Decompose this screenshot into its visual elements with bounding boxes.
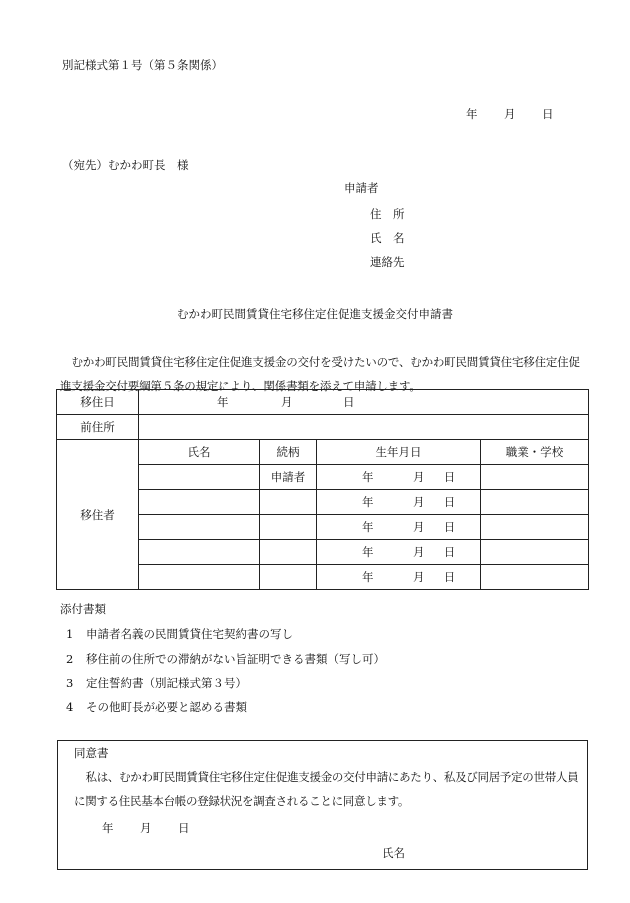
previous-address-field[interactable] [139,415,589,440]
migrant-relation-field[interactable] [260,565,317,590]
previous-address-row [57,415,589,440]
migrant-occupation-field[interactable] [481,490,589,515]
move-date-label: 移住日 [57,390,139,415]
migrants-label: 移住者 [57,440,139,590]
consent-text: 私は、むかわ町民間賃貸住宅移住定住促進支援金の交付申請にあたり、私及び同居予定の世帯人員に関する住民基本台帳の登録状況を調査されることに同意します。 [74,770,579,808]
move-date-row [57,390,589,415]
consent-date [102,820,190,836]
migrant-occupation-field[interactable] [481,565,589,590]
applicant-address-label: 住 所 [370,207,405,221]
attachment-item: 4 その他町長が必要と認める書類 [66,700,247,714]
consent-date-day: 日 [178,821,190,835]
move-date-year: 年 [217,395,229,409]
migrant-birthdate-field[interactable]: 年 月 日 [317,565,481,590]
header-name: 氏名 [139,440,260,465]
migrant-name-field[interactable] [139,540,260,565]
migrant-name-field[interactable] [139,465,260,490]
migrant-name-field[interactable] [139,490,260,515]
migrant-birthdate-field[interactable]: 年 月 日 [317,540,481,565]
applicant-name-label: 氏 名 [370,231,405,245]
migrant-birthdate-field[interactable]: 年 月 日 [317,490,481,515]
attachments-title: 添付書類 [60,602,106,616]
migrant-occupation-field[interactable] [481,515,589,540]
header-occupation: 職業・学校 [481,440,589,465]
consent-title: 同意書 [74,746,109,760]
date-day: 日 [542,107,554,121]
header-birthdate: 生年月日 [317,440,481,465]
migrant-relation-field[interactable] [260,490,317,515]
migrant-relation-field[interactable] [260,515,317,540]
attachment-item: 1 申請者名義の民間賃貸住宅契約書の写し [66,627,293,641]
attachment-item: 2 移住前の住所での滞納がない旨証明できる書類（写し可） [66,652,385,666]
consent-name-label: 氏名 [382,846,405,860]
consent-box [57,740,588,870]
migrant-occupation-field[interactable] [481,465,589,490]
migrant-name-field[interactable] [139,565,260,590]
application-date [466,106,554,122]
migrants-header-row [57,440,589,465]
applicant-contact-label: 連絡先 [370,255,405,269]
migrant-birthdate-field[interactable]: 年 月 日 [317,515,481,540]
application-statement: むかわ町民間賃貸住宅移住定住促進支援金の交付を受けたいので、むかわ町民間賃貸住宅移住定住促進支援金交付要綱第５条の規定により、関係書類を添えて申請します。 [60,355,580,393]
document-title: むかわ町民間賃貸住宅移住定住促進支援金交付申請書 [177,307,453,321]
migrant-relation-field[interactable]: 申請者 [260,465,317,490]
migrant-name-field[interactable] [139,515,260,540]
migration-table [56,389,589,590]
form-number: 別記様式第１号（第５条関係） [62,58,223,72]
move-date-field[interactable] [139,390,589,415]
move-date-day: 日 [343,395,355,409]
migrant-occupation-field[interactable] [481,540,589,565]
header-relation: 続柄 [260,440,317,465]
migrant-birthdate-field[interactable]: 年 月 日 [317,465,481,490]
previous-address-label: 前住所 [57,415,139,440]
consent-date-month: 月 [140,821,152,835]
attachment-item: 3 定住誓約書（別記様式第３号） [66,676,247,690]
date-year: 年 [466,107,478,121]
applicant-label: 申請者 [344,181,379,195]
addressee: （宛先）むかわ町長 様 [62,158,189,172]
date-month: 月 [504,107,516,121]
migrant-relation-field[interactable] [260,540,317,565]
move-date-month: 月 [281,395,293,409]
consent-date-year: 年 [102,821,114,835]
